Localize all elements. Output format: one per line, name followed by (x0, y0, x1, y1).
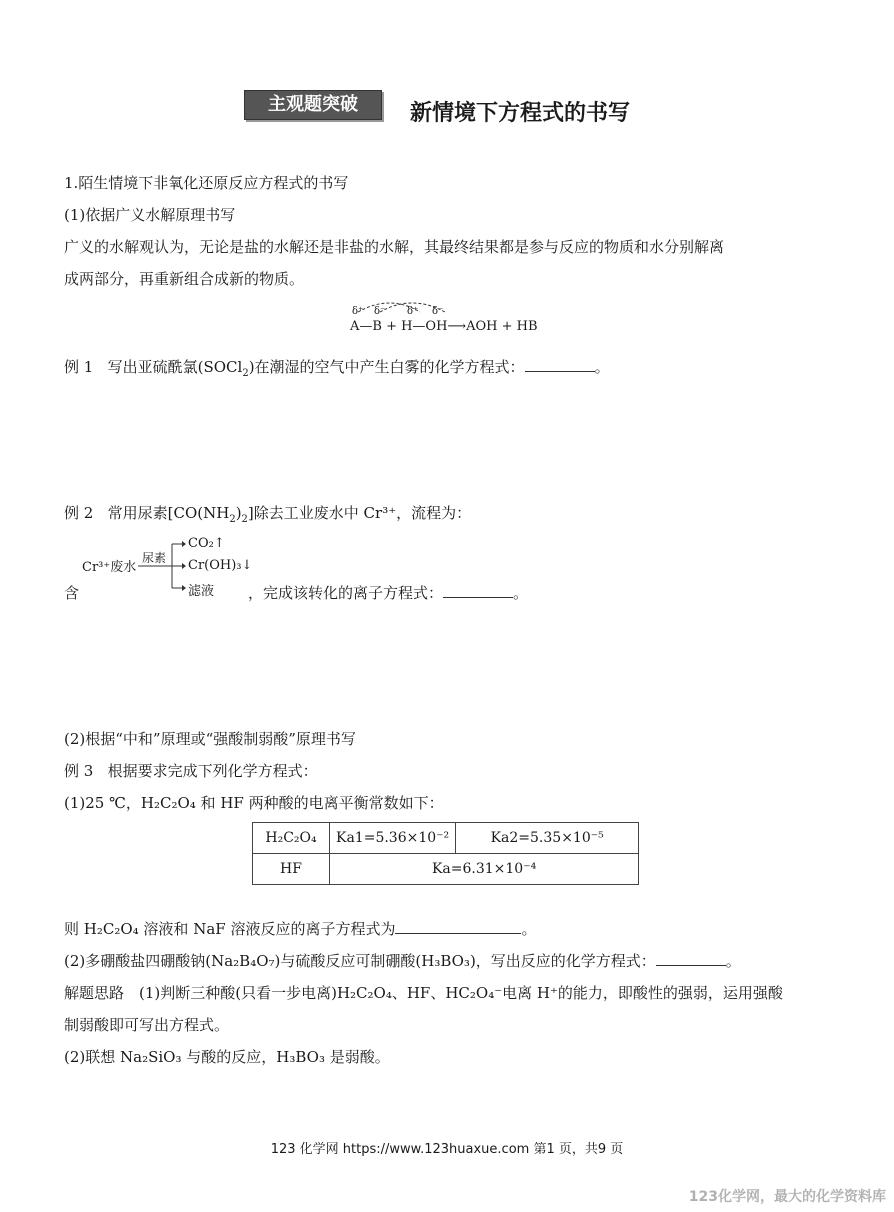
hydrolysis-equation: A—B + H—OH⟶AOH + HB (350, 319, 538, 334)
table-cell: HF (253, 854, 330, 885)
flow-reagent: 尿素 (142, 551, 167, 565)
example-1: 例 1 写出亚硫酰氯(SOCl$_2$)在潮湿的空气中产生白雾的化学方程式： 。 (64, 358, 610, 379)
hint-line: (2)联想 Na₂SiO₃ 与酸的反应，H₃BO₃ 是弱酸。 (64, 1048, 390, 1066)
section-badge: 主观题突破 (244, 90, 382, 120)
delta-label: δ⁺ (407, 306, 419, 317)
table-cell: Ka2=5.35×10⁻⁵ (456, 823, 639, 854)
question-1: (1)25 ℃，H₂C₂O₄ 和 HF 两种酸的电离平衡常数如下： (64, 794, 444, 812)
subsection-heading: (2)根据“中和”原理或“强酸制弱酸”原理书写 (64, 730, 356, 748)
ionization-constant-table (252, 822, 639, 885)
delta-label: δ⁻ (374, 306, 386, 317)
watermark: 123化学网，最大的化学资料库 (688, 1189, 886, 1205)
answer-blank[interactable] (395, 919, 521, 934)
table-row (253, 823, 639, 854)
delta-label: δ⁻ (432, 306, 444, 317)
answer-blank[interactable] (443, 583, 513, 598)
question-1b: 则 H₂C₂O₄ 溶液和 NaF 溶液反应的离子方程式为 。 (64, 920, 537, 938)
flow-input: Cr³⁺废水 (82, 560, 137, 575)
example-3: 例 3 根据要求完成下列化学方程式： (64, 762, 318, 780)
example-2-question: ，完成该转化的离子方程式： 。 (248, 584, 529, 602)
example-2: 例 2 常用尿素$[CO(NH_2)_2]$除去工业废水中 Cr³⁺，流程为： (64, 504, 472, 525)
hint-line: 解题思路 (1)判断三种酸(只看一步电离)H₂C₂O₄、HF、HC₂O₄⁻电离 H⁺的能力，即酸性的强弱，运用强酸 (64, 984, 783, 1002)
paragraph-line: 广义的水解观认为，无论是盐的水解还是非盐的水解，其最终结果都是参与反应的物质和水分别解离 (64, 238, 725, 256)
answer-blank[interactable] (656, 951, 726, 966)
flow-output: CO₂↑ (188, 536, 225, 551)
flow-arrows-icon (136, 536, 186, 596)
table-cell: H₂C₂O₄ (253, 823, 330, 854)
question-2: (2)多硼酸盐四硼酸钠(Na₂B₄O₇)与硫酸反应可制硼酸(H₃BO₃)，写出反应的化学方程式： 。 (64, 952, 741, 970)
delta-label: δ⁺ (352, 306, 364, 317)
hint-line: 制弱酸即可写出方程式。 (64, 1016, 230, 1034)
answer-blank[interactable] (525, 357, 595, 372)
subsection-heading: (1)依据广义水解原理书写 (64, 206, 236, 224)
table-cell: Ka1=5.36×10⁻² (330, 823, 456, 854)
table-cell: Ka=6.31×10⁻⁴ (330, 854, 639, 885)
page-title: 新情境下方程式的书写 (410, 101, 631, 126)
example-2-prefix: 含 (64, 584, 80, 602)
flow-output: 滤液 (188, 584, 215, 599)
page-footer: 123 化学网 https://www.123huaxue.com 第1 页，共9 页 (270, 1142, 624, 1157)
paragraph-line: 成两部分，再重新组合成新的物质。 (64, 270, 305, 288)
flow-output: Cr(OH)₃↓ (188, 558, 253, 573)
table-row (253, 854, 639, 885)
section-heading: 1.陌生情境下非氧化还原反应方程式的书写 (64, 174, 349, 192)
